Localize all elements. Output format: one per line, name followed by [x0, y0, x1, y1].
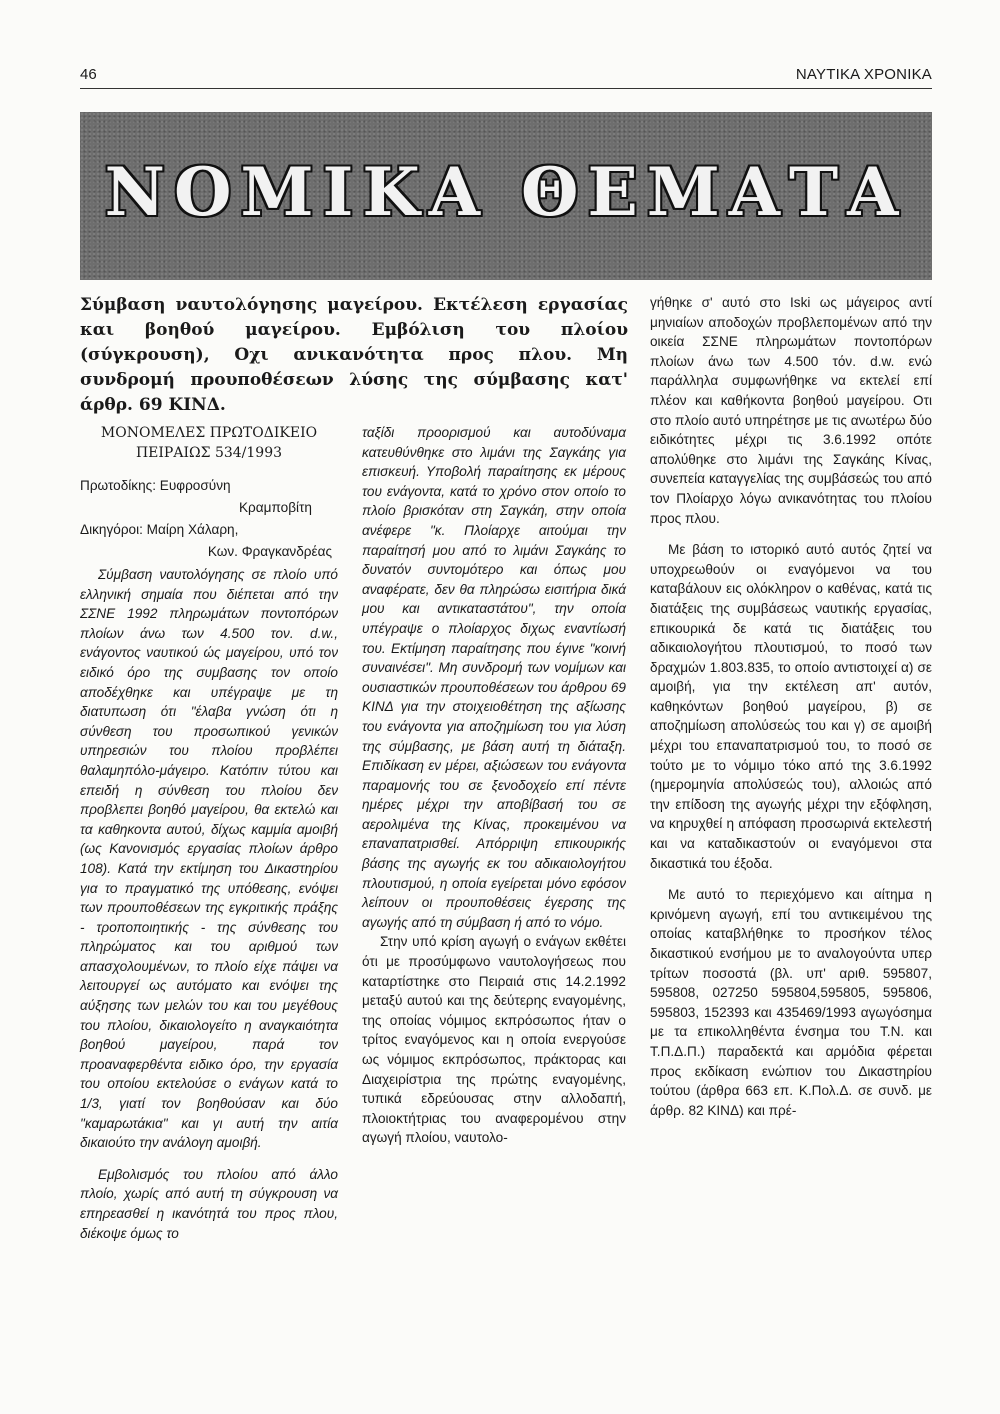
article-summary: Σύμβαση ναυτολόγησης μαγείρου. Εκτέλεση εργασίας και βοηθού μαγείρου. Εμβόλιση του πλοίου (σύγκρουση), Οχι ανικανότητα προς πλου. Μη συνδρομή προυποθέσεων λύσης της σύμβασης κατ' άρθρ. 69 ΚΙΝΔ. — [80, 295, 628, 415]
column-3 — [650, 293, 932, 1120]
lawyer-second: Κων. Φραγκανδρέας — [207, 544, 332, 559]
journal-title: ΝΑΥΤΙΚΑ ΧΡΟΝΙΚΑ — [795, 66, 932, 83]
judge-label: Πρωτοδίκης: Ευφροσύνη — [80, 478, 231, 493]
court-heading — [80, 423, 338, 463]
column1-paragraph-2: Εμβολισμός του πλοίου από άλλο πλοίο, χωρίς από αυτή τη σύγκρουση να επηρεασθεί η ικανότητά του προς πλου, διέκοψε όμως το — [80, 1166, 338, 1241]
page-header — [80, 62, 932, 89]
column1-paragraph-1: Σύμβαση ναυτολόγησης σε πλοίο υπό ελληνική σημαία που διέπεται από την ΣΣΝΕ 1992 πληρωμάτων ποντοπόρων πλοίων άνω των 4.500 τον. d.w., ενάγοντος ναυτικού ώς μαγείρου, υπό τον ειδικό όρο της συμβασης τον οποίο αποδέχθηκε και υπέγραψε με τη διατυπωση ότι "έλαβα γνώση ότι η σύνθεση του προσωπικού γενικών υπηρεσιών του πλοίου προβλέπει θαλαμηπόλο-μάγειρο. Κατόπιν τύτου και επειδή η σύνθεση του πλοίου δεν προβλεπει βοηθό μαγείρου, θα εκτελώ και τα καθηκοντα αυτού, δίχως καμμία αμοιβή (ως Κανονισμός εργασίας πλοίων άρθρο 108). Κατά την εκτίμηση του Δικαστηρίου για το πραγματικό της υπόθεσης, ενόψει των προυποθέσεων της εγκριτικής πράξης - τροποποιητικής - της σύνθεσης του πληρώματος και του αριθμού των απασχολουμένων, το πλοίο είχε πάψει να λειτουργεί ως αυτόματο και ενόψει της αύξησης των μελών του και του μεγέθους του πλοίου, δικαιολογείτο η αναγκαιότητα βοηθού μαγείρου, παρά τον προαναφερθέντα ειδικο όρο, την εργασία του οποίου εκτελούσε ο ενάγων κατά το 1/3, γιατί τον βοηθούσαν και δύο "καμαρωτάκια" και γι αυτή την αιτία δικαιούτο την ανάλογη αμοιβή. — [80, 567, 338, 1151]
lawyers-label: Δικηγόροι: Μαίρη Χάλαρη, — [80, 522, 239, 537]
section-banner — [80, 112, 932, 280]
court-name: ΜΟΝΟΜΕΛΕΣ ΠΡΩΤΟΔΙΚΕΙΟ — [100, 425, 318, 441]
banner-title: ΝΟΜΙΚΑ ΘΕΜΑΤΑ — [104, 153, 908, 231]
page-number: 46 — [80, 66, 97, 83]
case-credits — [80, 475, 338, 563]
column-1 — [80, 423, 338, 1243]
column2-paragraph-1: ταξίδι προορισμού και αυτοδύναμα κατευθύνθηκε στο λιμάνι της Σαγκάης για επισκευή. Υποβολή παραίτησης εκ μέρους του ενάγοντα, κατά το χρόνο στον οποίο το πλοίο βρισκόταν στη Σαγκάη, στην οποία ανέφερε "κ. Πλοίαρχε αιτούμαι την παραίτησή μου από το λιμάνι Σαγκάης το δυνατόν συντομότερο και όπως μου αναφέρατε, δεν θα πληρώσω εισιτήρια δικά μου και αντικαταστάτου", την οποία υπέγραψε ο πλοίαρχος διχως εναντίωσή του. Εκτίμηση παραίτησης που έγινε "κοινή συναινέσει". Μη συνδρομή των νομίμων και ουσιαστικών προυποθέσεων του άρθρου 69 ΚΙΝΔ για την στοιχειοθέτηση της αξίωσης του ενάγοντα για αποζημίωση του για λύση της σύμβασης, με βάση αυτή τη διάταξη. Επιδίκαση εν μέρει, αξιώσεων του ενάγοντα παραμονής του σε ξενοδοχείο επί πέντε ημέρες μέχρι την αποβίβασή του σε αερολιμένα της Κίνας, προκειμένου να επαναπατρισθεί. Απόρριψη επικουρικής βάσης της αγωγής εκ του αδικαιολογήτου πλουτισμού, η οποία εγείρεται μόνο εφόσον λείπουν οι προυποθέσεις έγερσης της αγωγής από τη σύμβαση ή από το νόμο. — [362, 425, 626, 930]
column3-paragraph-3: Με αυτό το περιεχόμενο και αίτημα η κρινόμενη αγωγή, επί του αντικειμένου της οποίας καταβλήθηκε το προσήκον τέλος δικαστικού ενσήμου με το αναλογούντα υπερ τρίτων ποσοστά (βλ. υπ' αριθ. 595807, 595808, 027250 595804,595805, 595806, 595803, 152393 και 435469/1993 αγωγόσημα με τα επικολληθέντα ένσημα του Τ.Ν. και Τ.Π.Δ.Π.) παραδεκτά και αρμόδια φέρεται προς εκδίκαση ενώπιον του Δικαστηρίου τούτου (άρθρα 663 επ. Κ.Πολ.Δ. σε συνδ. με άρθρ. 82 ΚΙΝΔ) και πρέ- — [650, 887, 932, 1118]
column2-paragraph-2: Στην υπό κρίση αγωγή ο ενάγων εκθέτει ότι με προσύμφωνο ναυτολογήσεως που καταρτίστηκε στο Πειραιά στις 14.2.1992 μεταξύ αυτού και της δεύτερης εναγομένης, της οποίας νόμιμος εκπρόσωπος ήταν ο τρίτος εναγόμενος και η οποία ενεργούσε ως νόμιμος εκπρόσωπος, πράκτορας και Διαχειρίστρια της πρώτης εναγομένης, τυπικά εδρεύουσας στην αλλοδαπή, πλοιοκτήτριας του αναφερομένου στην αγωγή πλοίου, ναυτολο- — [362, 934, 626, 1146]
column-2 — [362, 423, 626, 1148]
column3-paragraph-2: Με βάση το ιστορικό αυτό αυτός ζητεί να υποχρεωθούν οι εναγόμενοι να του καταβάλουν εις ολόκληρον ο καθένας, κατά τις διατάξεις της συμβάσεως ναυτικής εργασίας, επικουρικά δε κατά τις διατάξεις του αδικαιολογήτου πλουτισμού, το ποσό των δραχμών 1.803.835, το οποίο αντιστοιχεί α) σε αμοιβή, για την εκτέλεση απ' αυτόν, καθηκόντων βοηθού μαγείρου, β) σε αποζημίωση απολύσεώς του και γ) σε αμοιβή μέχρι του επαναπατρισμού του, το ποσό σε τούτο με το νόμιμο τόκο από της 3.6.1992 (ημερομηνία απολύσεώς του), αλλοιώς από την επίδοση της αγωγής μέχρι την εξόφληση, να κηρυχθεί η απόφαση προσωρινά εκτελεστή και να καταδικαστούν οι εναγόμενοι στα δικαστικά του έξοδα. — [650, 542, 932, 871]
case-number: ΠΕΙΡΑΙΩΣ 534/1993 — [135, 445, 283, 461]
judge-surname: Κραμποβίτη — [238, 500, 312, 515]
column3-paragraph-1: γήθηκε σ' αυτό στο Iski ως μάγειρος αντί μηνιαίων αποδοχών προβλεπομένων από την οικεία ΣΣΝΕ πληρωμάτων ποντοπόρων πλοίων άνω των 4.500 τόν. d.w. ενώ παράλληλα συμφωνήθηκε να εκτελεί επί πλέον και καθήκοντα βοηθού μαγείρου. Οτι στο πλοίο αυτό υπηρέτησε με τις ανωτέρω δύο ειδικότητες μέχρι τις 3.6.1992 οπότε απολύθηκε στο λιμάνι της Σαγκάης Κίνας, συνεπεία καταγγελίας της συμβάσεώς του από τον Πλοίαρχο λόγω ανικανότητας του πλοίου προς πλου. — [650, 295, 932, 526]
